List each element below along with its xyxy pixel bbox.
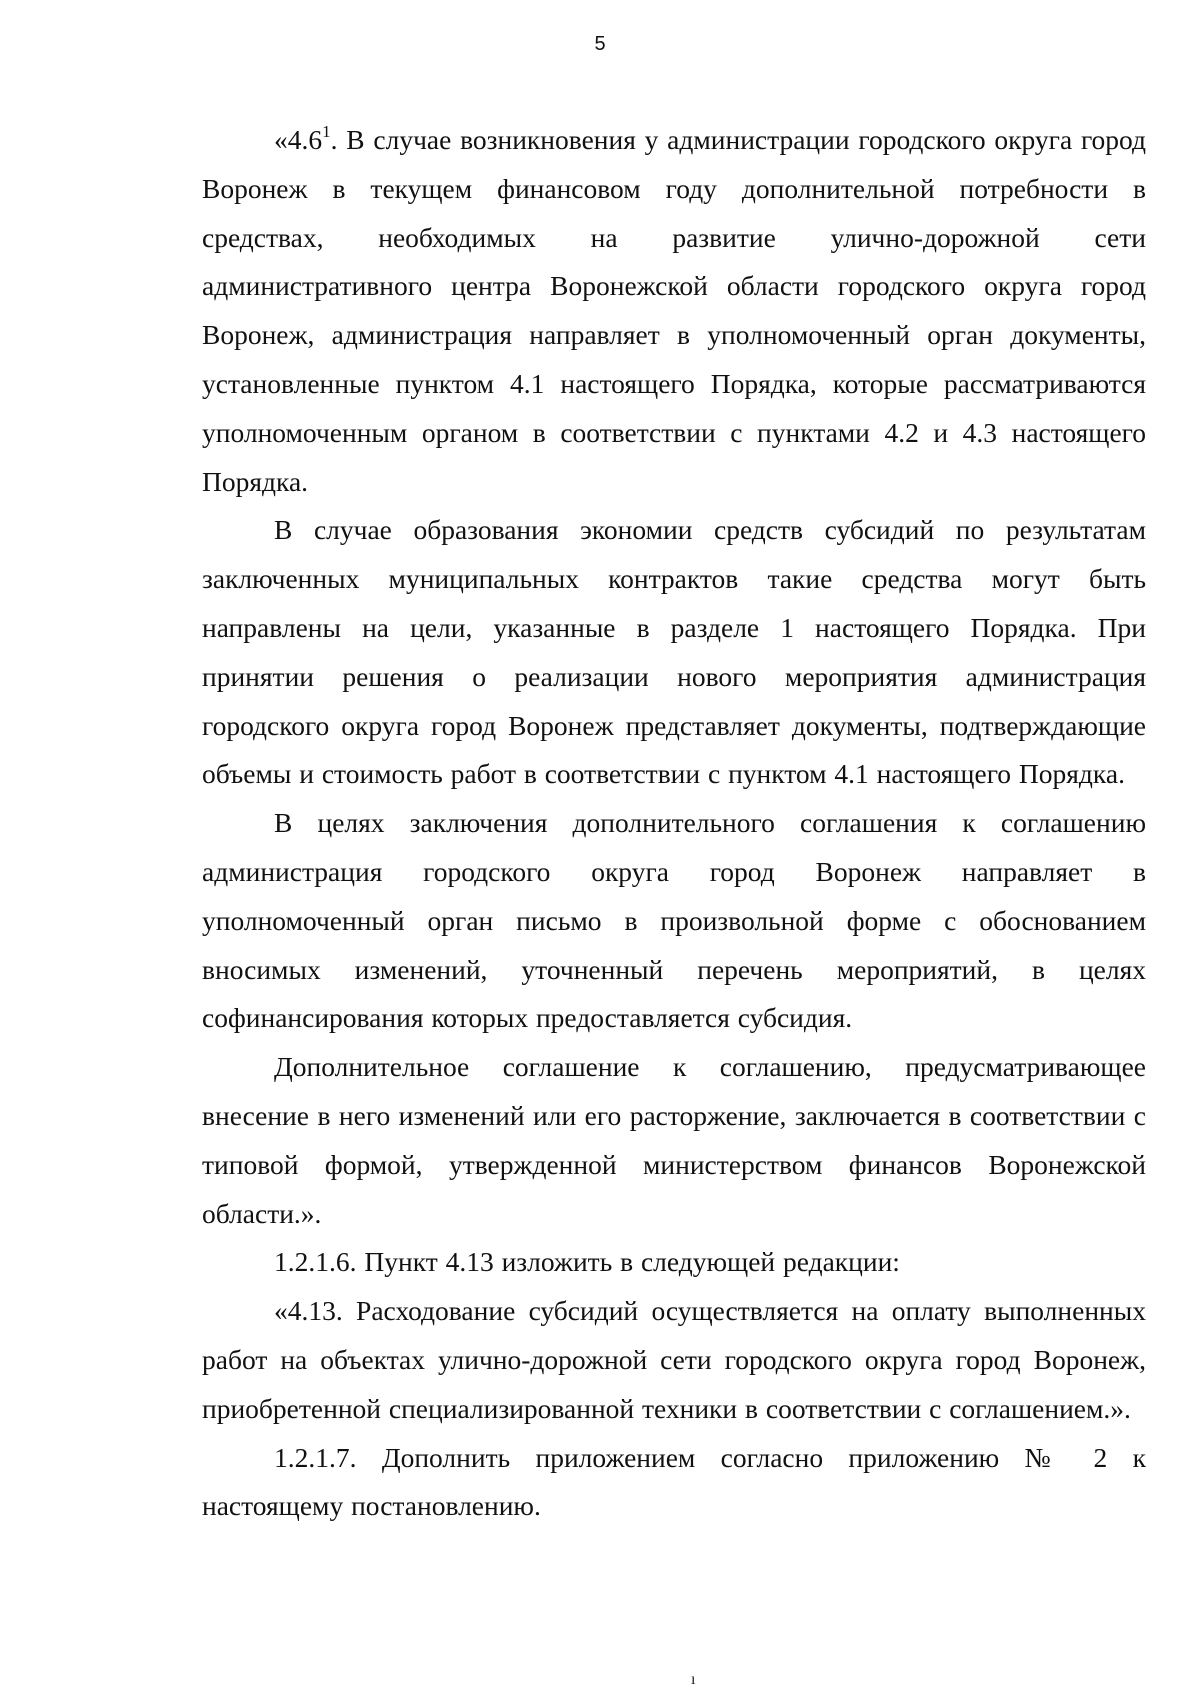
page-number: 5 [594,33,606,55]
clause-superscript: 1 [322,121,331,141]
document-body [202,116,1146,1531]
clause-number: «4.6 [274,124,323,155]
paragraph-additional-agreement-request: В целях заключения дополнительного соглашения к соглашению администрация городского округа город Воронеж направляет в уполномоченный орган письмо в произвольной форме с обоснованием вносимых изменений, уточненный перечень мероприятий, в целях софинансирования которых предоставляется субсидия. [202,807,1146,1034]
paragraph-text: . В случае возникновения у администрации городского округа город Воронеж в текущем финансовом году дополнительной потребности в средствах, необходимых на развитие улично-дорожной сети административного центра Воронежской области городского округа город Воронеж, администрация направляет в уполномоченный орган документы, установленные пунктом 4.1 настоящего Порядка, которые рассматриваются уполномоченным органом в соответствии с пунктами 4.2 и 4.3 настоящего Порядка. [202,124,1146,497]
scan-mark: ı [691,1671,696,1688]
paragraph-1-2-1-7: 1.2.1.7. Дополнить приложением согласно приложению № 2 к настоящему постановлению. [202,1441,1146,1522]
paragraph-4-13: «4.13. Расходование субсидий осуществляется на оплату выполненных работ на объектах улично-дорожной сети городского округа город Воронеж, приобретенной специализированной техники в соответствии с соглашением.». [202,1295,1146,1424]
paragraph-additional-agreement: Дополнительное соглашение к соглашению, предусматривающее внесение в него изменений или его расторжение, заключается в соответствии с типовой формой, утвержденной министерством финансов Воронежской области.». [202,1051,1146,1229]
paragraph-1-2-1-6: 1.2.1.6. Пункт 4.13 изложить в следующей редакции: [274,1246,900,1278]
paragraph-savings: В случае образования экономии средств субсидий по результатам заключенных муниципальных контрактов такие средства могут быть направлены на цели, указанные в разделе 1 настоящего Порядка. При принятии решения о реализации нового мероприятия администрация городского округа город Воронеж представляет документы, подтверждающие объемы и стоимость работ в соответствии с пунктом 4.1 настоящего Порядка. [202,514,1146,790]
paragraph-4-6-1 [202,116,1146,506]
